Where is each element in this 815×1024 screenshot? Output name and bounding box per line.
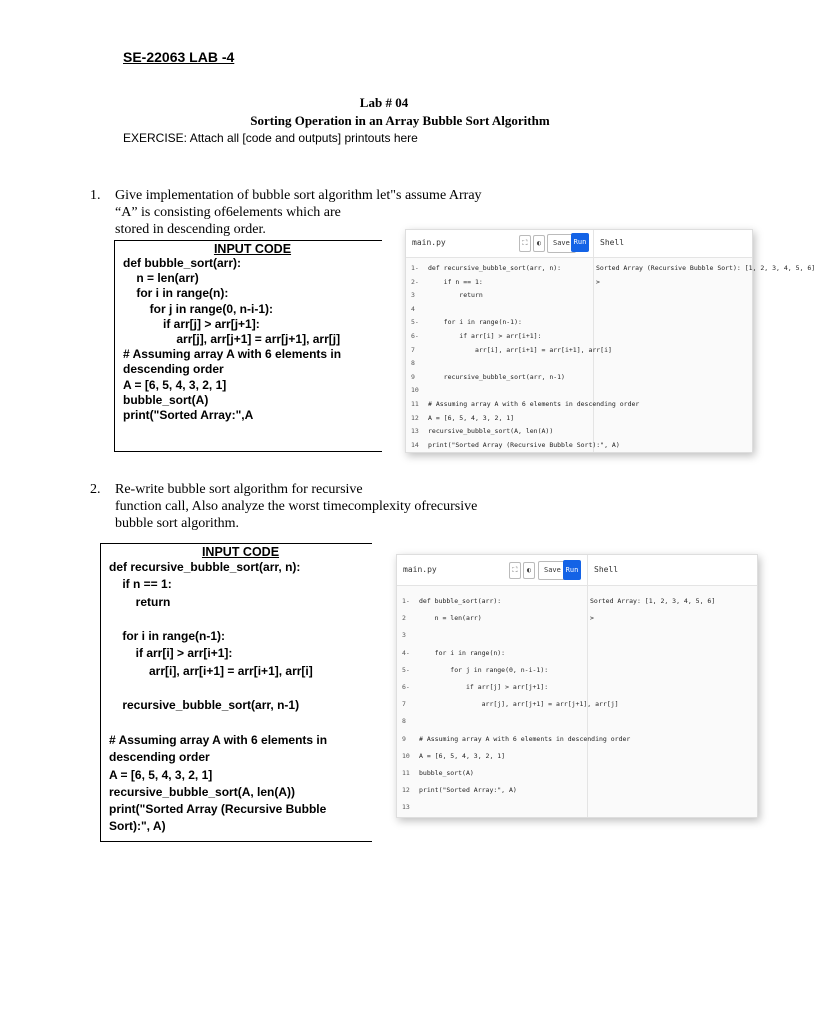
line-number: 13 [411,427,419,436]
exercise-instruction: EXERCISE: Attach all [code and outputs] printouts here [123,131,418,145]
line-number: 4- [402,648,410,657]
theme-toggle-icon[interactable]: ◐ [523,562,535,579]
code-line [109,715,372,732]
code-line: for j in range(0, n-i-1): [419,665,549,674]
ide-screenshot [405,229,815,453]
line-number: 3 [402,631,406,640]
line-number-gutter [402,593,410,816]
question-line: bubble sort algorithm. [115,516,240,531]
lab-subtitle: Sorting Operation in an Array Bubble Sort Algorithm [250,113,550,128]
course-code: SE-22063 LAB -4 [123,49,235,65]
line-number: 7 [411,345,415,354]
line-number: 1- [402,597,410,605]
fullscreen-icon[interactable]: ⛶ [509,562,521,579]
line-number: 10 [402,751,410,760]
shell-output [590,593,715,627]
code-line: def recursive_bubble_sort(arr, n): [109,560,301,574]
question-line: Give implementation of bubble sort algorithm let"s assume Array [115,188,482,203]
line-number: 6- [411,331,419,340]
code-line: arr[i], arr[i+1] = arr[i+1], arr[i] [109,663,313,678]
code-line: if n == 1: [428,277,483,286]
fullscreen-icon[interactable]: ⛶ [519,235,531,252]
ide-toolbar [406,230,752,258]
code-line: print("Sorted Array (Recursive Bubble Sort):", A) [428,440,620,449]
line-number: 1- [411,264,419,272]
question-line: function call, Also analyze the worst timecomplexity ofrecursive [115,499,478,514]
line-number: 6- [402,682,410,691]
code-line: arr[j], arr[j+1] = arr[j+1], arr[j] [123,332,341,347]
line-number: 7 [402,700,406,709]
code-line: print("Sorted Array:",A [123,408,254,423]
line-number: 11 [411,399,419,408]
code-line: for i in range(n-1): [109,629,225,644]
question-number: 1. [90,188,101,203]
code-line: arr[j], arr[j+1] = arr[j+1], arr[j] [419,700,619,709]
code-line: n = len(arr) [419,614,482,623]
line-number: 12 [402,786,410,795]
file-tab[interactable]: main.py [412,238,446,247]
code-line: # Assuming array A with 6 elements in descending order [419,734,631,743]
code-line: if arr[j] > arr[j+1]: [123,316,260,331]
question-2 [90,481,530,533]
line-number: 3 [411,291,415,300]
theme-toggle-icon[interactable]: ◐ [533,235,545,252]
question-line: “A” is consisting of6elements which are [115,205,341,220]
code-line [428,384,639,398]
input-code-box [114,240,382,452]
code-line [419,713,630,730]
line-number: 9 [402,734,406,743]
code-line: def bubble_sort(arr): [123,256,242,270]
line-number: 14 [411,440,419,449]
code-line [428,357,639,371]
output-line: > [596,277,600,286]
code-line: # Assuming array A with 6 elements in [123,347,342,362]
question-line: Re-write bubble sort algorithm for recursive [115,482,363,497]
line-number: 9 [411,372,415,381]
code-line: bubble_sort(A) [419,768,474,777]
code-line: for i in range(n): [123,286,229,301]
shell-tab[interactable]: Shell [600,238,625,247]
run-button[interactable]: Run [571,233,589,252]
question-number: 2. [90,482,101,497]
code-line: recursive_bubble_sort(A, len(A)) [428,427,554,436]
code-line: print("Sorted Array (Recursive Bubble [109,802,327,817]
input-code-header: INPUT CODE [201,545,280,559]
input-code-header: INPUT CODE [213,242,292,256]
code-line: print("Sorted Array:", A) [419,786,517,795]
code-line: descending order [123,362,224,377]
ide-screenshot [396,554,758,818]
code-line [419,627,630,644]
code-line: if arr[j] > arr[j+1]: [419,682,549,691]
shell-output [596,262,815,289]
line-number: 12 [411,413,419,422]
code-line: A = [6, 5, 4, 3, 2, 1] [109,767,213,782]
question-line: stored in descending order. [115,222,266,237]
code-line: # Assuming array A with 6 elements in [109,732,328,747]
code-line: A = [6, 5, 4, 3, 2, 1] [428,413,515,422]
code-line: for i in range(n): [419,648,506,657]
code-line: bubble_sort(A) [123,392,209,407]
code-line: if n == 1: [109,577,172,592]
file-tab[interactable]: main.py [403,565,437,574]
line-number: 5- [411,318,419,327]
code-line: # Assuming array A with 6 elements in descending order [428,399,640,408]
line-number: 10 [411,386,419,395]
line-number: 13 [402,803,410,812]
line-number: 2- [411,277,419,286]
save-button[interactable]: Save [547,234,576,253]
run-button[interactable]: Run [563,560,581,580]
code-line [419,799,630,816]
code-line: recursive_bubble_sort(arr, n-1) [428,372,565,381]
line-number: 5- [402,665,410,674]
code-line: for i in range(n-1): [428,318,522,327]
shell-tab[interactable]: Shell [594,565,619,574]
line-number: 8 [402,717,406,726]
output-line: Sorted Array: [1, 2, 3, 4, 5, 6] [590,597,716,605]
line-number: 8 [411,359,415,368]
question-text [115,481,535,532]
save-button[interactable]: Save [538,561,567,580]
code-line: n = len(arr) [123,271,199,286]
code-line: Sort):", A) [109,819,166,834]
code-line: def recursive_bubble_sort(arr, n): [428,264,562,272]
code-line: return [109,594,171,609]
output-line: > [590,614,594,623]
line-number-gutter [411,262,419,452]
input-code-box [100,543,372,842]
lab-title: Lab # 04 [359,95,409,110]
code-editor[interactable] [428,262,639,452]
code-line: if arr[i] > arr[i+1]: [109,646,233,661]
line-number: 11 [402,768,410,777]
output-line: Sorted Array (Recursive Bubble Sort): [1, 2, 3, 4, 5, 6] [596,264,815,272]
code-line [428,303,639,317]
code-line: def bubble_sort(arr): [419,597,502,605]
code-line: return [428,291,483,300]
code-line: if arr[i] > arr[i+1]: [428,331,542,340]
code-line: for j in range(0, n-i-1): [123,301,274,316]
code-line: A = [6, 5, 4, 3, 2, 1] [419,751,506,760]
code-line: descending order [109,750,210,765]
code-line: A = [6, 5, 4, 3, 2, 1] [123,377,227,392]
code-line: recursive_bubble_sort(A, len(A)) [109,784,296,799]
code-line [109,680,372,697]
code-line [109,611,372,628]
code-line: arr[i], arr[i+1] = arr[i+1], arr[i] [428,345,612,354]
line-number: 2 [402,614,406,623]
line-number: 4 [411,304,415,313]
ide-toolbar [397,555,757,586]
code-line: recursive_bubble_sort(arr, n-1) [109,698,300,713]
